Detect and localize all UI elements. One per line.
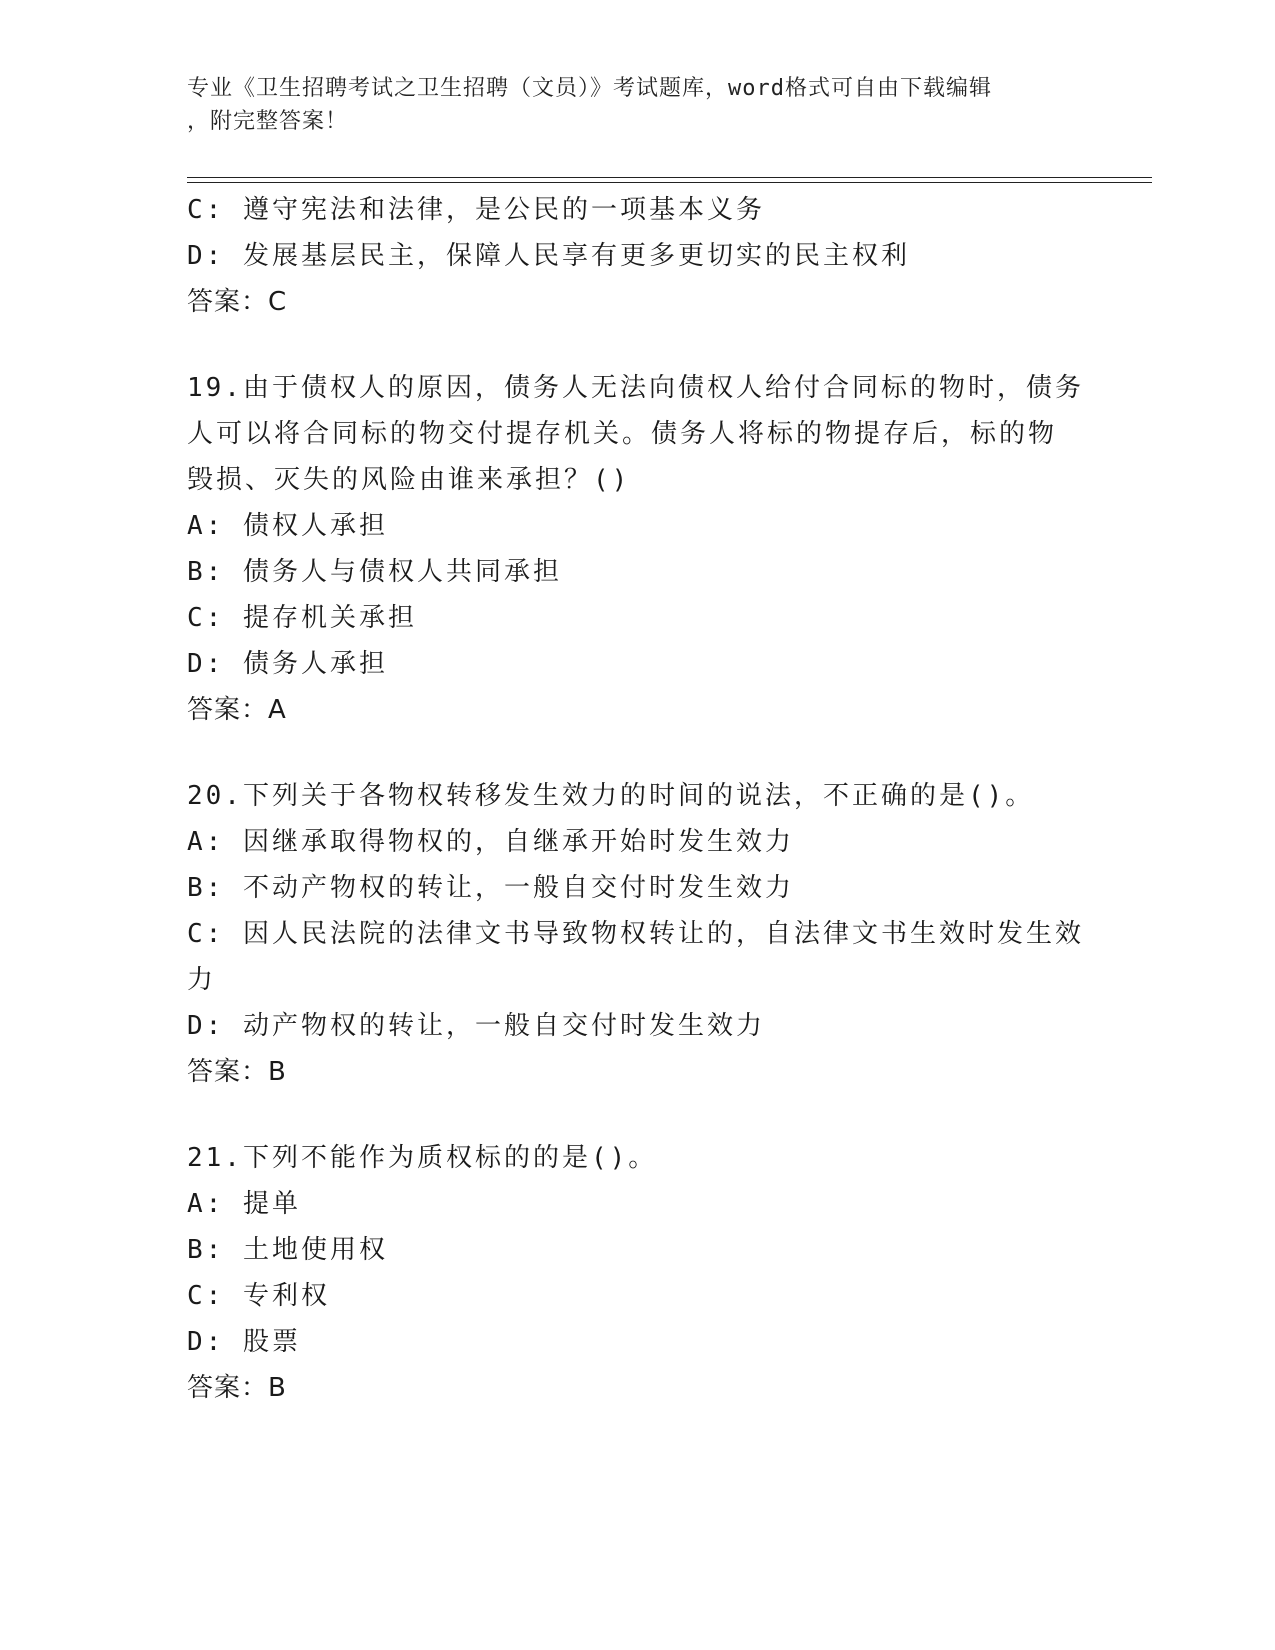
option-a: A: 因继承取得物权的，自继承开始时发生效力 xyxy=(187,827,794,857)
question-stem xyxy=(187,365,1087,503)
option-d: D: 股票 xyxy=(187,1327,301,1357)
document-body xyxy=(187,187,1087,1411)
answer-line: 答案：C xyxy=(187,287,288,317)
stem-line: 20.下列关于各物权转移发生效力的时间的说法，不正确的是()。 xyxy=(187,781,1035,811)
option-d: D: 发展基层民主，保障人民享有更多更切实的民主权利 xyxy=(187,241,910,271)
answer-line: 答案：B xyxy=(187,1373,287,1403)
option-a: A: 提单 xyxy=(187,1189,301,1219)
option-c-continued: 力 xyxy=(187,965,217,995)
option-a: A: 债权人承担 xyxy=(187,511,388,541)
option-b: B: 土地使用权 xyxy=(187,1235,388,1265)
option-c: C: 专利权 xyxy=(187,1281,330,1311)
option-c: C: 遵守宪法和法律，是公民的一项基本义务 xyxy=(187,195,765,225)
answer-line: 答案：A xyxy=(187,695,287,725)
header-line-2: ，附完整答案！ xyxy=(187,109,349,134)
option-b: B: 债务人与债权人共同承担 xyxy=(187,557,562,587)
document-header xyxy=(187,72,1067,138)
header-line-1: 专业《卫生招聘考试之卫生招聘（文员）》考试题库，word格式可自由下载编辑 xyxy=(187,76,992,101)
option-d: D: 动产物权的转让，一般自交付时发生效力 xyxy=(187,1011,765,1041)
stem-line: 毁损、灭失的风险由谁来承担？() xyxy=(187,465,631,495)
question-19 xyxy=(187,365,1087,733)
option-c: C: 因人民法院的法律文书导致物权转让的，自法律文书生效时发生效 xyxy=(187,919,1084,949)
question-carryover xyxy=(187,187,1087,325)
stem-line: 21.下列不能作为质权标的的是()。 xyxy=(187,1143,658,1173)
header-divider-bottom xyxy=(187,182,1152,183)
header-divider-top xyxy=(187,177,1152,178)
option-d: D: 债务人承担 xyxy=(187,649,388,679)
option-c: C: 提存机关承担 xyxy=(187,603,417,633)
question-stem xyxy=(187,1135,1087,1181)
option-b: B: 不动产物权的转让，一般自交付时发生效力 xyxy=(187,873,794,903)
question-21 xyxy=(187,1135,1087,1411)
stem-line: 人可以将合同标的物交付提存机关。债务人将标的物提存后，标的物 xyxy=(187,419,1058,449)
question-20 xyxy=(187,773,1087,1095)
stem-line: 19.由于债权人的原因，债务人无法向债权人给付合同标的物时，债务 xyxy=(187,373,1084,403)
answer-line: 答案：B xyxy=(187,1057,287,1087)
question-stem xyxy=(187,773,1087,819)
